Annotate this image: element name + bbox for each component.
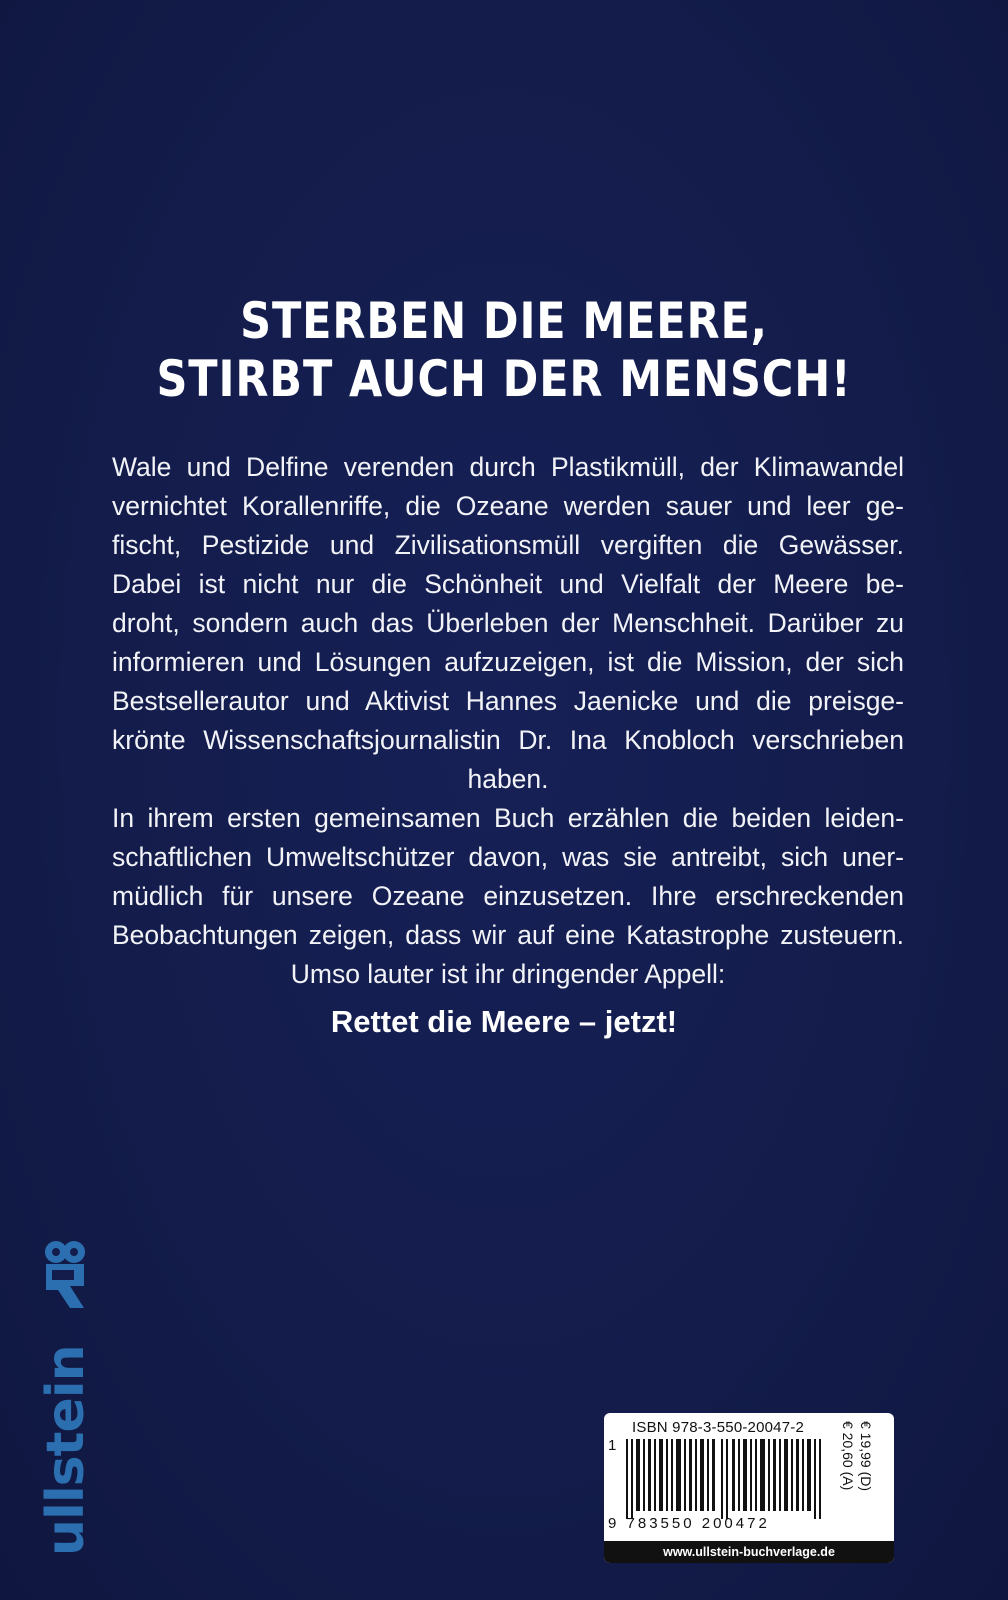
blurb-line: müdlich für unsere Ozeane einzusetzen. Ihre erschreckenden — [112, 881, 904, 911]
blurb-line: Umso lauter ist ihr dringender Appell: — [290, 959, 726, 989]
headline-line-1: STERBEN DIE MEERE, — [240, 292, 768, 350]
barcode-icon — [622, 1439, 844, 1519]
publisher-website: www.ullstein-buchverlage.de — [604, 1541, 894, 1563]
publisher-logo: ullstein — [36, 1345, 96, 1556]
blurb-line: krönte Wissenschaftsjournalistin Dr. Ina Knobloch verschrieben — [112, 725, 904, 755]
blurb-line: informieren und Lösungen aufzuzeigen, ist die Mission, der sich — [112, 647, 904, 677]
blurb-line: vernichtet Korallenriffe, die Ozeane werden sauer und leer ge- — [112, 491, 904, 521]
blurb-line: Wale und Delfine verenden durch Plastikmüll, der Klimawandel — [112, 452, 904, 482]
blurb-line: Dabei ist nicht nur die Schönheit und Vielfalt der Meere be- — [112, 569, 904, 599]
headline-line-2: STIRBT AUCH DER MENSCH! — [156, 350, 852, 408]
blurb-line: In ihrem ersten gemeinsamen Buch erzählen die beiden leiden- — [112, 803, 904, 833]
barcode-digits: 9 783550 200472 — [608, 1515, 770, 1532]
price-de: € 19,99 (D) — [858, 1421, 874, 1492]
headline — [71, 292, 938, 408]
blurb-line: haben. — [467, 764, 549, 794]
blurb-line: droht, sondern auch das Überleben der Menschheit. Darüber zu — [112, 608, 904, 638]
blurb-line: Bestsellerautor und Aktivist Hannes Jaenicke und die preisge- — [112, 686, 904, 716]
blurb-line: schaftlichen Umweltschützer davon, was sie antreibt, sich uner- — [112, 842, 904, 872]
blurb-line: Beobachtungen zeigen, dass wir auf eine Katastrophe zusteuern. — [112, 920, 904, 950]
barcode-digit: 1 — [608, 1437, 617, 1454]
blurb-text — [112, 448, 904, 994]
price-block — [840, 1421, 894, 1533]
owl-logo-icon — [40, 1238, 88, 1312]
barcode-label — [604, 1413, 894, 1563]
price-at: € 20,60 (A) — [840, 1421, 856, 1491]
isbn-number: ISBN 978-3-550-20047-2 — [632, 1419, 805, 1436]
blurb-line: fischt, Pestizide und Zivilisationsmüll vergiften die Gewässer. — [112, 530, 904, 560]
appeal-text: Rettet die Meere – jetzt! — [330, 1004, 678, 1039]
